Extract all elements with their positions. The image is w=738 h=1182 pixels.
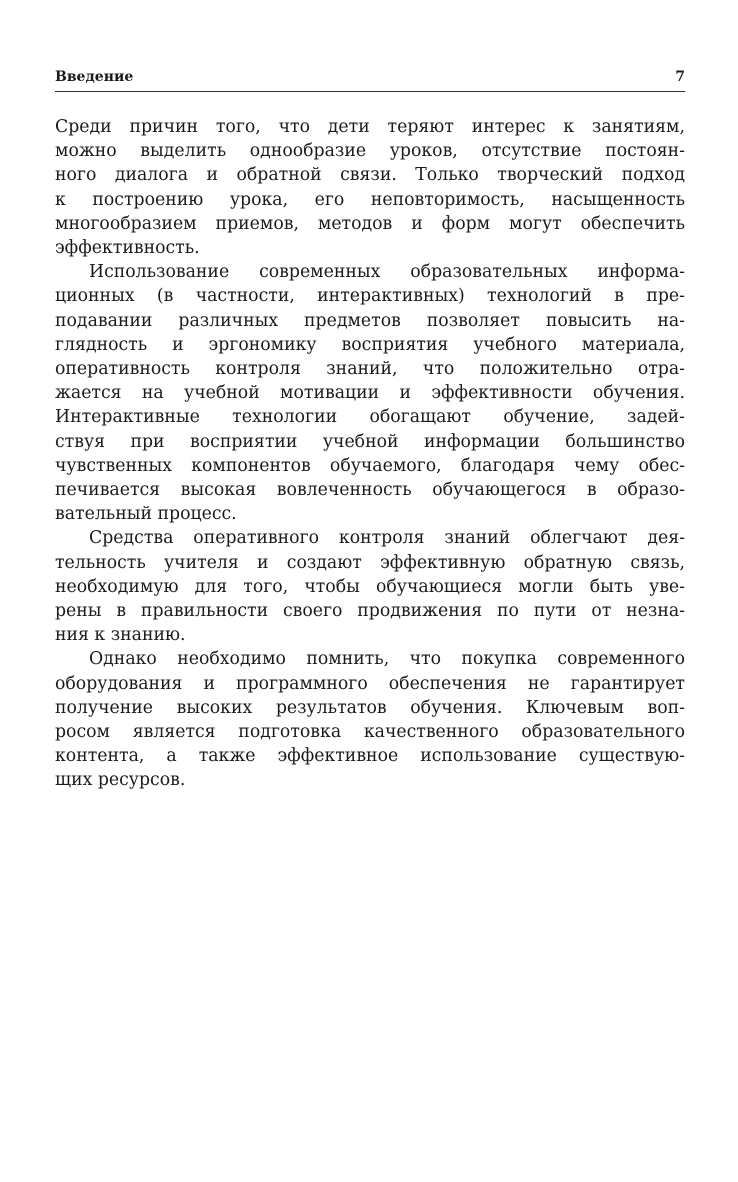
paragraph-line: контента, а также эффективное использование существую-: [55, 746, 685, 767]
paragraph-line: эффективность.: [55, 238, 200, 259]
paragraph-line: многообразием приемов, методов и форм могут обеспечить: [55, 213, 685, 234]
paragraph-line: щих ресурсов.: [55, 770, 186, 791]
page-number: 7: [675, 69, 685, 85]
paragraph-line: Интерактивные технологии обогащают обучение, задей-: [55, 407, 685, 428]
header-rule: [55, 91, 685, 92]
paragraph-line: Использование современных образовательных информа-: [89, 262, 685, 283]
paragraph-line: оперативность контроля знаний, что положительно отра-: [55, 359, 685, 380]
paragraph-line: получение высоких результатов обучения. Ключевым воп-: [55, 697, 685, 718]
paragraph-line: подавании различных предметов позволяет повысить на-: [55, 310, 685, 331]
section-title: Введение: [55, 69, 134, 85]
paragraph-line: жается на учебной мотивации и эффективности обучения.: [55, 383, 685, 404]
paragraph-line: необходимую для того, чтобы обучающиеся могли быть уве-: [55, 576, 685, 597]
paragraph-line: ного диалога и обратной связи. Только творческий подход: [55, 165, 685, 186]
paragraph-line: ствуя при восприятии учебной информации большинство: [55, 431, 685, 452]
paragraph-line: чувственных компонентов обучаемого, благодаря чему обес-: [55, 455, 685, 476]
body-text: [55, 115, 685, 793]
paragraph-line: вательный процесс.: [55, 504, 237, 525]
paragraph-line: глядность и эргономику восприятия учебного материала,: [55, 334, 685, 355]
paragraph-line: можно выделить однообразие уроков, отсутствие постоян-: [55, 141, 685, 162]
paragraph-line: ционных (в частности, интерактивных) технологий в пре-: [55, 286, 685, 307]
paragraph-line: Однако необходимо помнить, что покупка современного: [89, 649, 685, 670]
paragraph-line: оборудования и программного обеспечения не гарантирует: [55, 673, 685, 694]
paragraph-line: Среди причин того, что дети теряют интерес к занятиям,: [55, 117, 685, 137]
paragraph-line: к построению урока, его неповторимость, насыщенность: [55, 189, 685, 210]
paragraph-line: ния к знанию.: [55, 625, 186, 646]
paragraph-line: печивается высокая вовлеченность обучающегося в образо-: [55, 480, 685, 501]
paragraph-line: Средства оперативного контроля знаний облегчают дея-: [89, 528, 685, 549]
paragraph-line: рены в правильности своего продвижения по пути от незна-: [55, 601, 685, 622]
paragraph-line: росом является подготовка качественного образовательного: [55, 722, 685, 743]
paragraph-line: тельность учителя и создают эффективную обратную связь,: [55, 552, 685, 573]
running-head: [55, 66, 685, 88]
